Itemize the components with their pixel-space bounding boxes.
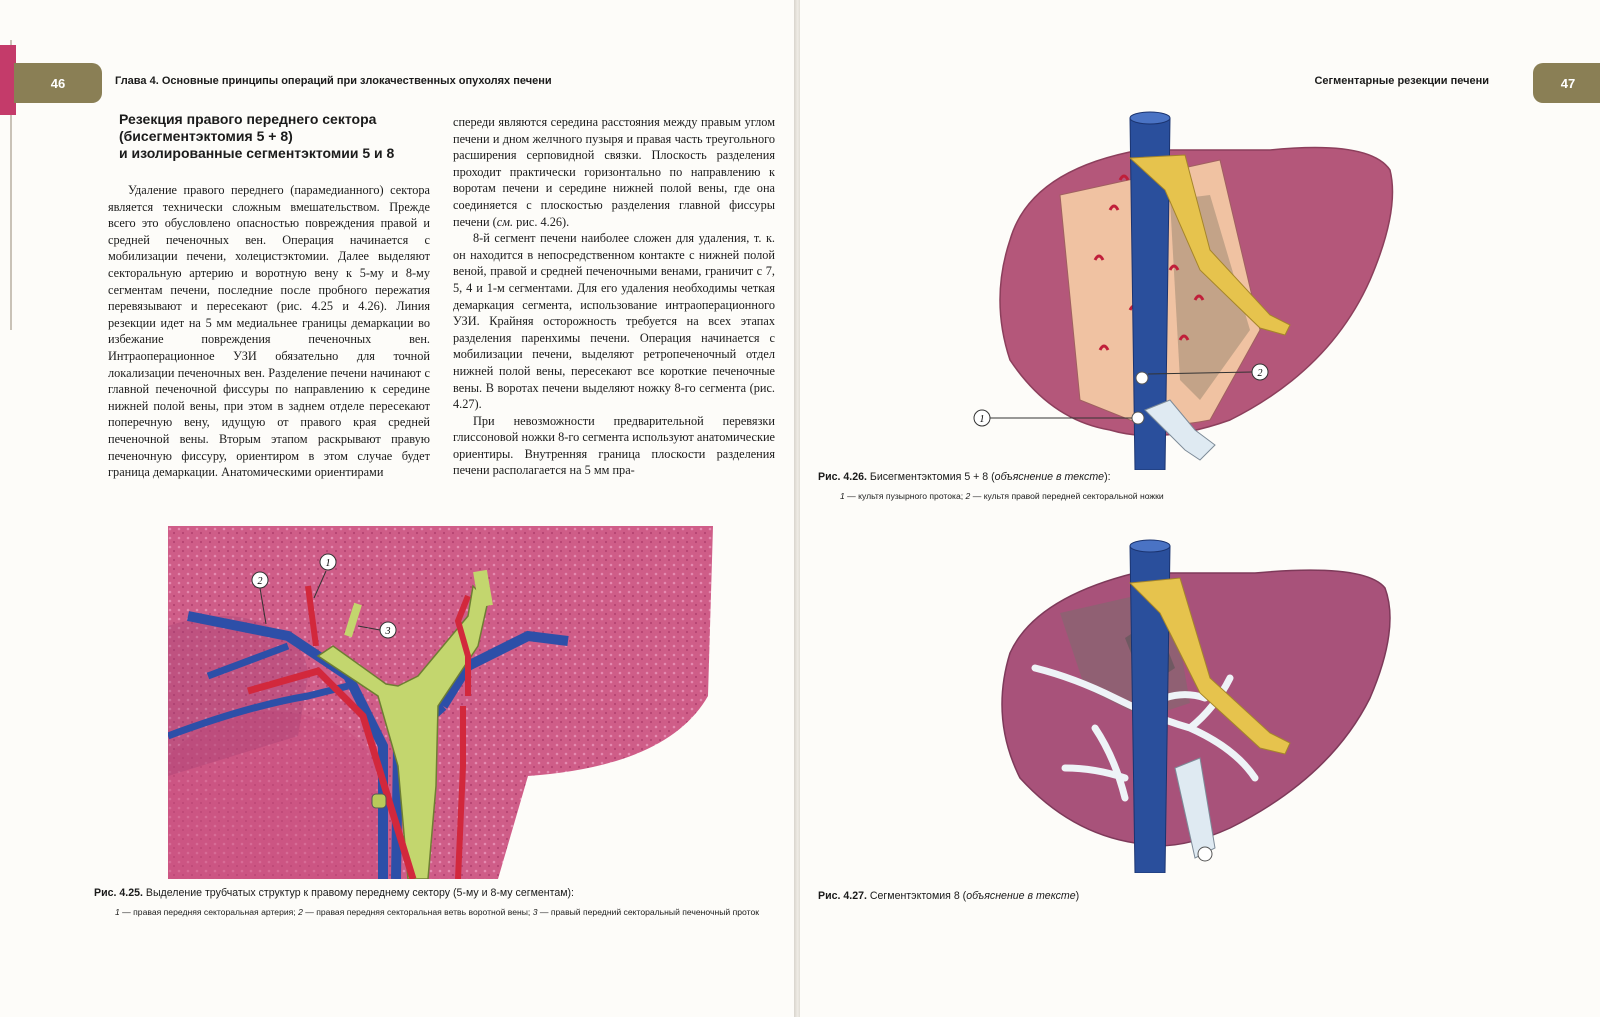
section-title-line: (бисегментэктомия 5 + 8) <box>119 128 293 144</box>
right-page <box>800 0 1600 1017</box>
text-column-2 <box>453 114 775 479</box>
page-number: 46 <box>50 75 66 91</box>
legend-text: — культя правой передней секторальной ножки <box>970 491 1164 501</box>
segment8-resection-illustration <box>975 528 1405 873</box>
section-title <box>119 111 449 162</box>
text-column-1 <box>108 182 430 481</box>
callout-label: 1 <box>325 558 331 569</box>
callout-label: 3 <box>385 626 391 637</box>
caption-italic: объяснение в тексте <box>994 471 1105 483</box>
legend-number: 2 <box>298 907 303 917</box>
paragraph-text: рис. 4.26). <box>513 214 570 229</box>
figure-4-27 <box>975 528 1405 873</box>
page-number: 47 <box>1560 75 1576 91</box>
legend-text: — правая передняя секторальная ветвь воротной вены; <box>302 907 533 917</box>
legend-text: — культя пузырного протока; <box>844 491 966 501</box>
legend-text: — правый передний секторальный печеночный проток <box>537 907 759 917</box>
page-number-tab <box>1533 63 1600 103</box>
callout-label: 2 <box>257 576 263 587</box>
legend-number: 3 <box>532 907 538 917</box>
figure-label: Рис. 4.27. <box>818 890 867 902</box>
callout-label: 2 <box>1257 368 1263 379</box>
legend-number: 1 <box>115 907 120 917</box>
figure-4-27-caption <box>818 889 1318 904</box>
bile-duct-branch <box>480 571 486 606</box>
figure-4-25-caption <box>94 886 774 901</box>
legend-number: 2 <box>965 491 971 501</box>
figure-label: Рис. 4.26. <box>818 471 867 483</box>
paragraph: При невозможности предварительной перевязки глиссоновой ножки 8-го сегмента используют анатомические ориентиры. Внутренняя граница плоскости разделения печени располагается на 5 мм пра- <box>453 413 775 478</box>
pedicle-stump <box>1198 847 1212 861</box>
running-head: Глава 4. Основные принципы операций при злокачественных опухолях печени <box>115 75 552 87</box>
vena-cava-opening <box>1130 112 1170 124</box>
duct-ligature <box>372 794 386 808</box>
section-title-line: и изолированные сегментэктомии 5 и 8 <box>119 145 395 161</box>
pedicle-stump <box>1136 372 1148 384</box>
paragraph-text: спереди являются середина расстояния между правым углом печени и дном желчного пузыря и правая часть треугольного расширения серповидной связки. Плоскость разделения проходит практически горизонтально по направлению к воротам печени и середине нижней полой вены, где она соединяется с плоскостью разделения главной фиссуры печени ( <box>453 115 775 229</box>
figure-label: Рис. 4.25. <box>94 887 143 899</box>
figure-4-25 <box>168 526 713 879</box>
left-page <box>0 0 796 1017</box>
section-title-line: Резекция правого переднего сектора <box>119 111 377 127</box>
page-number-tab <box>14 63 102 103</box>
callout-label: 1 <box>979 414 985 425</box>
figure-4-25-legend <box>115 906 759 918</box>
paragraph: 8-й сегмент печени наиболее сложен для удаления, т. к. он находится в непосредственном контакте с нижней полой веной, правой и средней печеночными венами, граничит с 7, 5, 4 и 1-м сегментами. Для его удаления необходимы четкая демаркация сегмента, использование интраоперационного УЗИ. Крайняя осторожность требуется на всех этапах разделения паренхимы печени. Операция начинается с мобилизации печени, выделяют ретропеченочный отдел нижней полой вены, пересекают все короткие печеночные вены. В воротах печени выделяют ножку 8-го сегмента (рис. 4.27). <box>453 231 775 412</box>
cystic-duct-stump <box>1132 412 1144 424</box>
caption-text: ): <box>1104 471 1111 483</box>
caption-text: Выделение трубчатых структур к правому переднему сектору (5-му и 8-му сегментам): <box>145 887 574 899</box>
liver-resection-illustration <box>970 100 1410 470</box>
figure-4-26 <box>970 100 1410 470</box>
figure-4-26-legend <box>840 490 1164 502</box>
legend-text: — правая передняя секторальная артерия; <box>119 907 299 917</box>
caption-text: Бисегментэктомия 5 + 8 ( <box>869 471 995 483</box>
caption-italic: объяснение в тексте <box>966 890 1076 902</box>
paragraph: Удаление правого переднего (парамедианного) сектора является технически сложным вмешательством. Прежде всего это обусловлено опасностью повреждения правой и средней печеночных вен. Операция начинается с мобилизации печени, холецистэктомии. Далее выделяют секторальную артерию и воротную вену к 5-му и 8-му сегментам печени, последние после пробного пережатия перевязывают и пересекают (рис. 4.25 и 4.26). Линия резекции идет на 5 мм медиальнее границы демаркации во избежание повреждения печеночных вен. Интраоперационное УЗИ обязательно для точной локализации печеночных вен. Разделение печени начинают с главной печеночной фиссуры по направлению к середине нижней полой вены, при этом в заднем отделе пересекают поперечную вену, идущую от правого края средней печеночной вены. Вторым этапом раскрывают правую печеночную фиссуру, ориентиром в этом случае будет граница демаркации. Анатомическими ориентирами <box>108 183 430 480</box>
caption-text: ) <box>1075 890 1080 902</box>
legend-number: 1 <box>840 491 845 501</box>
vena-cava-opening <box>1130 540 1170 552</box>
liver-hilum-illustration <box>168 526 713 879</box>
figure-4-26-caption <box>818 470 1318 485</box>
see-reference: см. <box>496 214 514 229</box>
paragraph <box>453 114 775 230</box>
caption-text: Сегментэктомия 8 ( <box>869 890 967 902</box>
running-head: Сегментарные резекции печени <box>1314 75 1489 87</box>
